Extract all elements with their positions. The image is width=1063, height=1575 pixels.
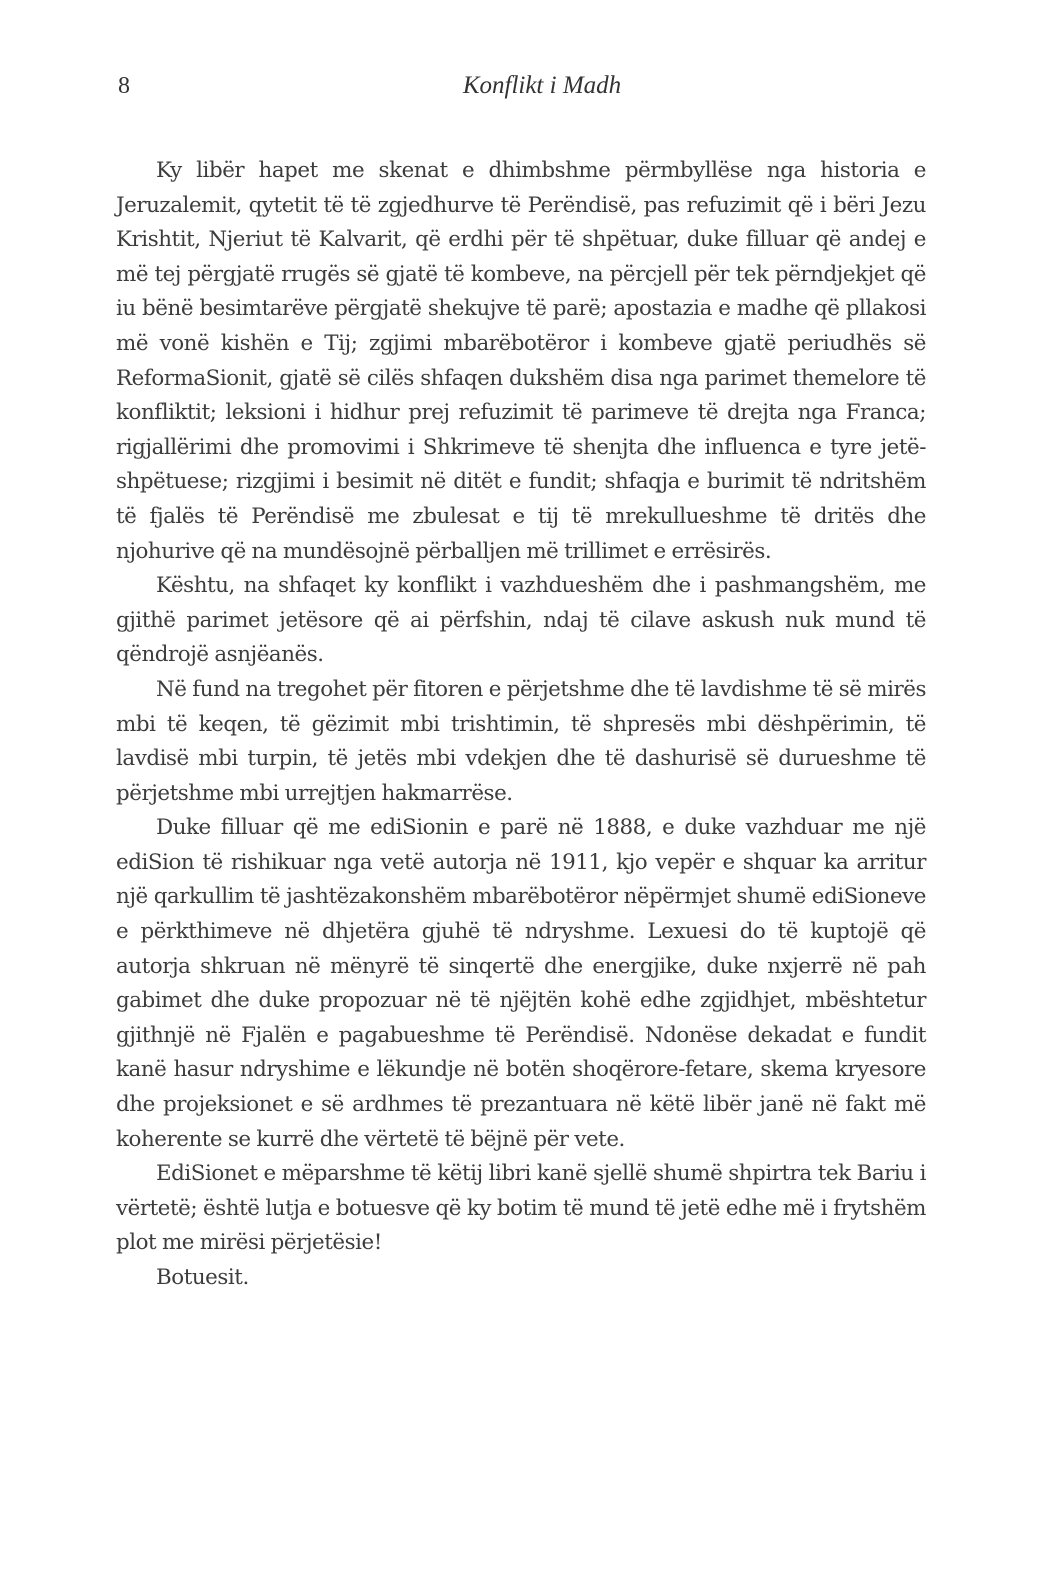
- page-number: 8: [118, 73, 130, 99]
- page-header: [118, 66, 926, 106]
- paragraph: Ky libër hapet me skenat e dhimbshme përmbyllëse nga historia e Jeruzalemit, qytetit të të zgjedhurve të Perëndisë, pas refuzimit që i bëri Jezu Krishtit, Njeriut të Kalvarit, që erdhi për të shpëtuar, duke filluar që andej e më tej përgjatë rrugës së gjatë të kombeve, na përcjell për tek përndjekjet që iu bënë besimtarëve përgjatë shekujve të parë; apostazia e madhe që pllakosi më vonë kishën e Tij; zgjimi mbarëbotëror i kombeve gjatë periudhës së ReformaSionit, gjatë së cilës shfaqen dukshëm disa nga parimet themelore të konfliktit; leksioni i hidhur prej refuzimit të parimeve të drejta nga Franca; rigjallërimi dhe promovimi i Shkrimeve të shenjta dhe influenca e tyre jetë-shpëtuese; rizgjimi i besimit në ditët e fundit; shfaqja e burimit të ndritshëm të fjalës të Perëndisë me zbulesat e tij të mrekullueshme të dritës dhe njohurive që na mundësojnë përballjen më trillimet e errësirës.: [116, 158, 926, 564]
- paragraph: Kështu, na shfaqet ky konflikt i vazhdueshëm dhe i pashmangshëm, me gjithë parimet jetësore që ai përfshin, ndaj të cilave askush nuk mund të qëndrojë asnjëanës.: [116, 573, 926, 668]
- body-text: [116, 154, 926, 1296]
- signature: Botuesit.: [156, 1265, 249, 1290]
- paragraph: EdiSionet e mëparshme të këtij libri kanë sjellë shumë shpirtra tek Bariu i vërtetë; është lutja e botuesve që ky botim të mund të jetë edhe më i frytshëm plot me mirësi përjetësie!: [116, 1161, 926, 1256]
- paragraph: Duke filluar që me ediSionin e parë në 1888, e duke vazhduar me një ediSion të rishikuar nga vetë autorja në 1911, kjo vepër e shquar ka arritur një qarkullim të jashtëzakonshëm mbarëbotëror nëpërmjet shumë ediSioneve e përkthimeve në dhjetëra gjuhë të ndryshme. Lexuesi do të kuptojë që autorja shkruan në mënyrë të sinqertë dhe energjike, duke nxjerrë në pah gabimet dhe duke propozuar në të njëjtën kohë edhe zgjidhjet, mbështetur gjithnjë në Fjalën e pagabueshme të Perëndisë. Ndonëse dekadat e fundit kanë hasur ndryshime e lëkundje në botën shoqërore-fetare, skema kryesore dhe projeksionet e së ardhmes të prezantuara në këtë libër janë në fakt më koherente se kurrë dhe vërtetë të bëjnë për vete.: [116, 815, 926, 1152]
- paragraph: Në fund na tregohet për fitoren e përjetshme dhe të lavdishme të së mirës mbi të keqen, të gëzimit mbi trishtimin, të shpresës mbi dëshpërimin, të lavdisë mbi turpin, të jetës mbi vdekjen dhe të dashurisë së durueshme të përjetshme mbi urrejtjen hakmarrëse.: [116, 676, 926, 806]
- running-title: Konflikt i Madh: [462, 72, 622, 99]
